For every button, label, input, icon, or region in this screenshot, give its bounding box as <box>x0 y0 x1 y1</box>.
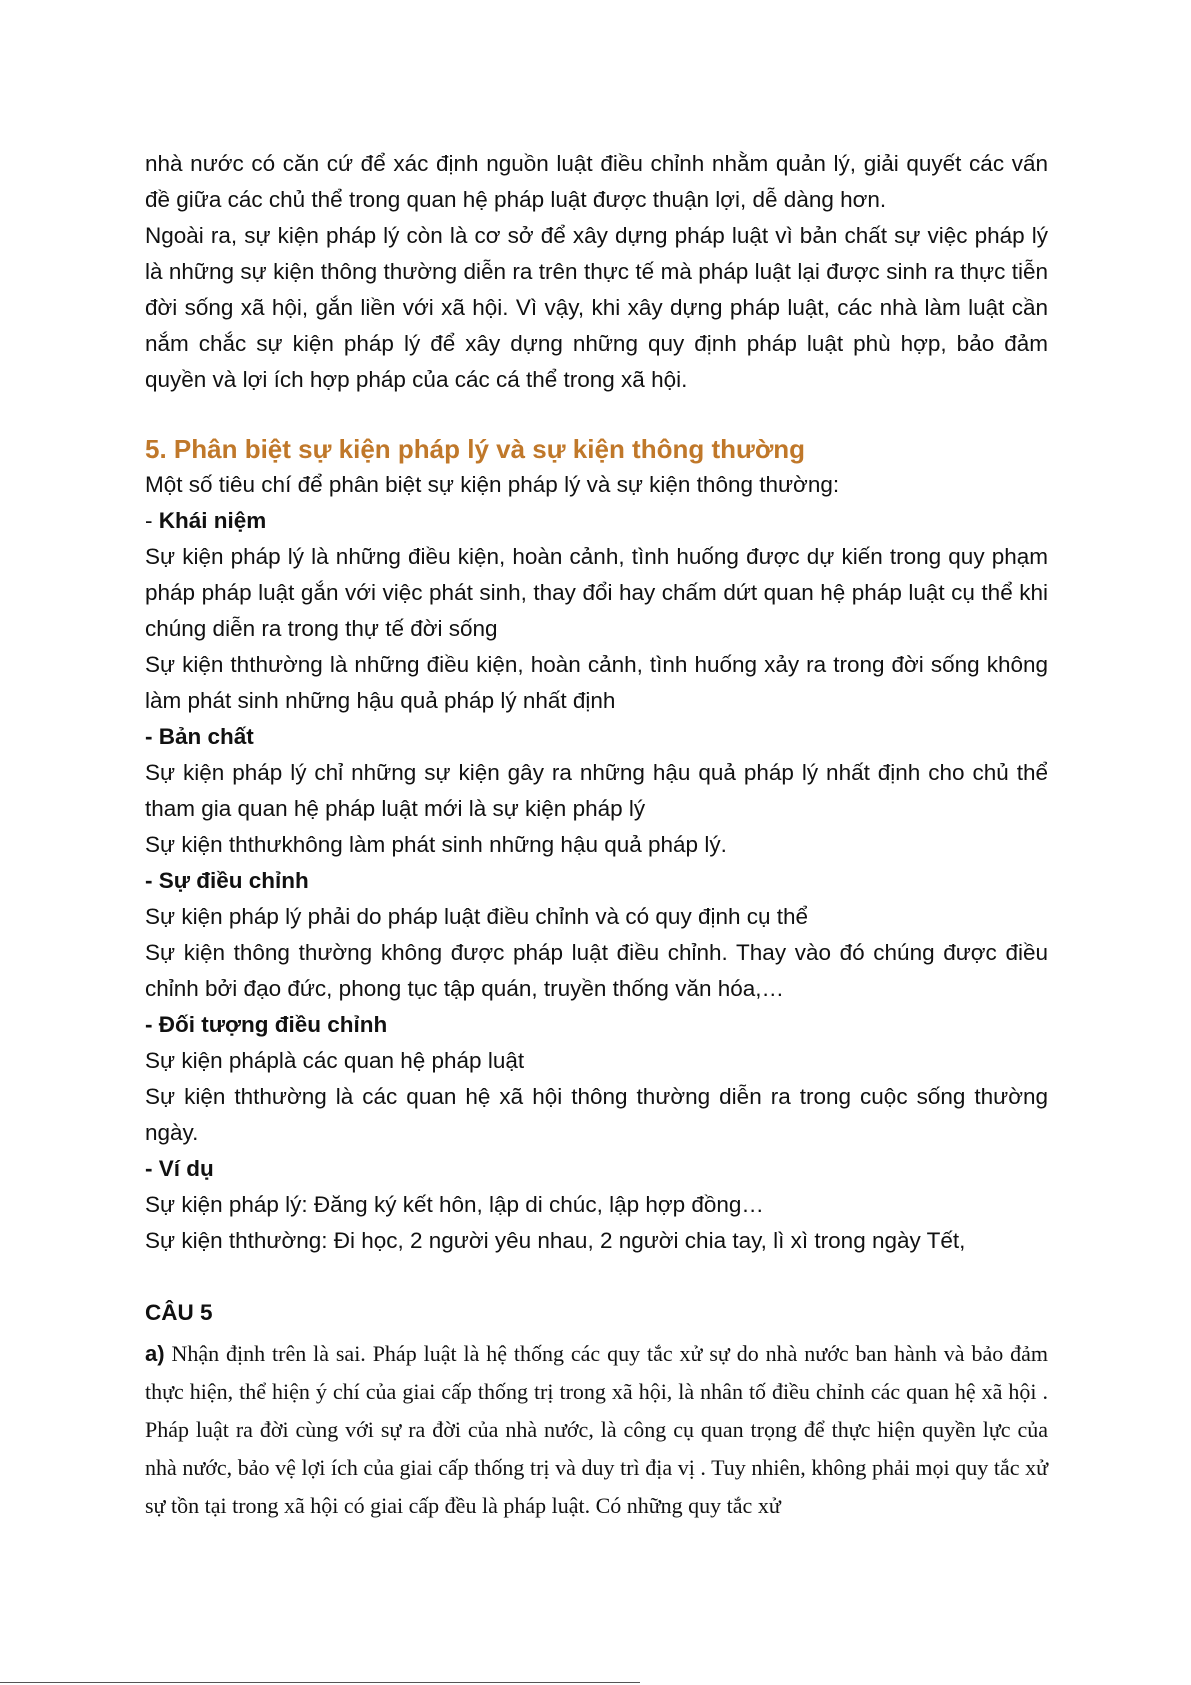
example-legal-text: Sự kiện pháp lý: Đăng ký kết hôn, lập di chúc, lập hợp đồng… <box>145 1192 764 1217</box>
cau-5-answer-a <box>145 1335 1048 1525</box>
object-legal-text: Sự kiện pháplà các quan hệ pháp luật <box>145 1048 525 1073</box>
nature-ordinary-text: Sự kiện ththưkhông làm phát sinh những hậu quả pháp lý. <box>145 832 727 857</box>
answer-a-label: a) <box>145 1341 165 1366</box>
regulation-legal-text: Sự kiện pháp lý phải do pháp luật điều chỉnh và có quy định cụ thể <box>145 904 809 929</box>
concept-heading <box>145 503 1048 539</box>
section-5-heading: 5. Phân biệt sự kiện pháp lý và sự kiện thông thường <box>145 434 806 464</box>
nature-heading: - Bản chất <box>145 724 254 749</box>
concept-ordinary-text: Sự kiện ththường là những điều kiện, hoàn cảnh, tình huống xảy ra trong đời sống không làm phát sinh những hậu quả pháp lý nhất định <box>145 652 1048 713</box>
concept-legal-text: Sự kiện pháp lý là những điều kiện, hoàn cảnh, tình huống được dự kiến trong quy phạm pháp pháp luật gắn với việc phát sinh, thay đổi hay chấm dứt quan hệ pháp luật cụ thể khi chúng diễn ra trong thự tế đời sống <box>145 544 1048 641</box>
object-ordinary-text: Sự kiện ththường là các quan hệ xã hội thông thường diễn ra trong cuộc sống thường ngày. <box>145 1084 1048 1145</box>
document-page <box>145 146 1048 1525</box>
example-ordinary-text: Sự kiện ththường: Đi học, 2 người yêu nhau, 2 người chia tay, lì xì trong ngày Tết, <box>145 1228 966 1253</box>
object-heading: - Đối tượng điều chỉnh <box>145 1012 388 1037</box>
intro-paragraph-2: Ngoài ra, sự kiện pháp lý còn là cơ sở để xây dựng pháp luật vì bản chất sự việc pháp lý là những sự kiện thông thường diễn ra trên thực tế mà pháp luật lại được sinh ra thực tiễn đời sống xã hội, gắn liền với xã hội. Vì vậy, khi xây dựng pháp luật, các nhà làm luật cần nắm chắc sự kiện pháp lý để xây dựng những quy định pháp luật phù hợp, bảo đảm quyền và lợi ích hợp pháp của các cá thể trong xã hội. <box>145 223 1048 392</box>
answer-a-text: Nhận định trên là sai. Pháp luật là hệ thống các quy tắc xử sự do nhà nước ban hành và bảo đảm thực hiện, thể hiện ý chí của giai cấp thống trị trong xã hội, là nhân tố điều chỉnh các quan hệ xã hội . Pháp luật ra đời cùng với sự ra đời của nhà nước, là công cụ quan trọng để thực hiện quyền lực của nhà nước, bảo vệ lợi ích của giai cấp thống trị và duy trì địa vị . Tuy nhiên, không phải mọi quy tắc xử sự tồn tại trong xã hội có giai cấp đều là pháp luật. Có những quy tắc xử <box>145 1341 1048 1518</box>
nature-legal-text: Sự kiện pháp lý chỉ những sự kiện gây ra những hậu quả pháp lý nhất định cho chủ thể tham gia quan hệ pháp luật mới là sự kiện pháp lý <box>145 760 1048 821</box>
intro-paragraph-1: nhà nước có căn cứ để xác định nguồn luật điều chỉnh nhằm quản lý, giải quyết các vấn đề giữa các chủ thể trong quan hệ pháp luật được thuận lợi, dễ dàng hơn. <box>145 151 1048 212</box>
footer-divider <box>0 1682 640 1683</box>
regulation-heading: - Sự điều chỉnh <box>145 868 309 893</box>
concept-prefix: - <box>145 508 159 533</box>
cau-5-heading: CÂU 5 <box>145 1300 213 1325</box>
example-heading: - Ví dụ <box>145 1156 214 1181</box>
concept-label: Khái niệm <box>158 508 267 533</box>
regulation-ordinary-text: Sự kiện thông thường không được pháp luật điều chỉnh. Thay vào đó chúng được điều chỉnh bởi đạo đức, phong tục tập quán, truyền thống văn hóa,… <box>145 940 1048 1001</box>
section-5-intro: Một số tiêu chí để phân biệt sự kiện pháp lý và sự kiện thông thường: <box>145 472 840 497</box>
